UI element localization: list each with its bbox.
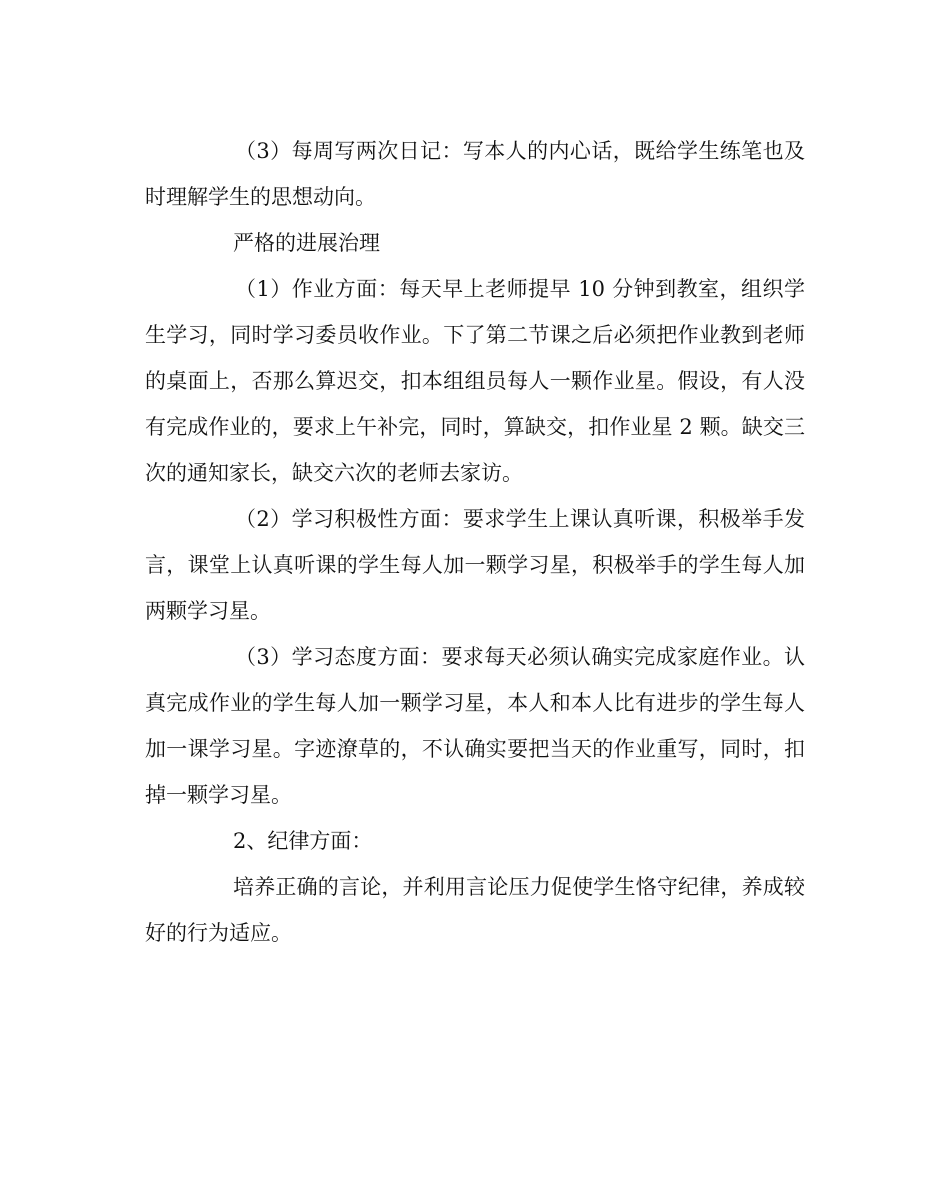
paragraph-homework: （1）作业方面：每天早上老师提早 10 分钟到教室，组织学生学习，同时学习委员收作业。下了第二节课之后必须把作业教到老师的桌面上，否那么算迟交，扣本组组员每人一颗作业星。假设，有人没有完成作业的，要求上午补完，同时，算缺交，扣作业星 2 颗。缺交三次的通知家长，缺交六次的老师去家访。 xyxy=(145,277,805,485)
document-page xyxy=(145,128,805,956)
paragraph-learning-enthusiasm: （2）学习积极性方面：要求学生上课认真听课，积极举手发言，课堂上认真听课的学生每人加一颗学习星，积极举手的学生每人加两颗学习星。 xyxy=(145,507,805,623)
paragraph-diary: （3）每周写两次日记：写本人的内心话，既给学生练笔也及时理解学生的思想动向。 xyxy=(145,139,805,209)
paragraph-heading-discipline: 2、纪律方面： xyxy=(233,829,373,853)
paragraph-learning-attitude: （3）学习态度方面：要求每天必须认确实完成家庭作业。认真完成作业的学生每人加一颗学习星，本人和本人比有进步的学生每人加一课学习星。字迹潦草的，不认确实要把当天的作业重写，同时，扣掉一颗学习星。 xyxy=(145,645,805,807)
paragraph-public-opinion: 培养正确的言论，并利用言论压力促使学生恪守纪律，养成较好的行为适应。 xyxy=(145,875,805,945)
paragraph-heading-management: 严格的进展治理 xyxy=(233,231,380,255)
